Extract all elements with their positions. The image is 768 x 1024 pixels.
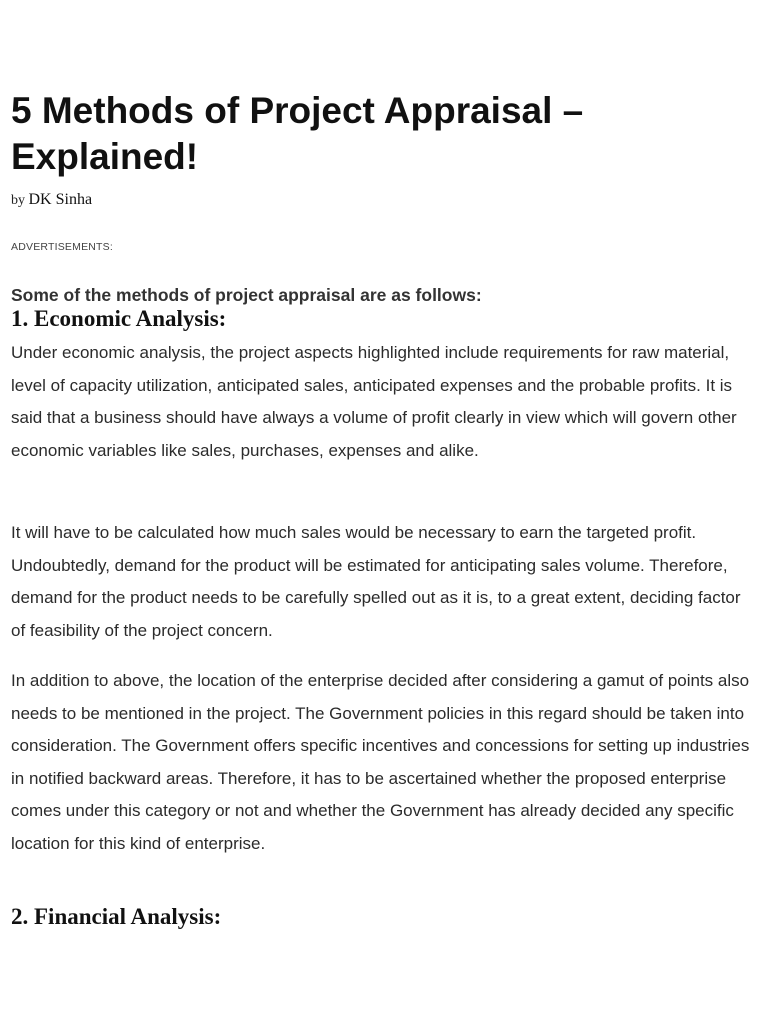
paragraph: It will have to be calculated how much sales would be necessary to earn the targeted profit. Undoubtedly, demand for the product will be estimated for anticipating sales volume. Therefore, demand for the product needs to be carefully spelled out as it is, to a great extent, deciding factor of feasibility of the project concern.	[11, 523, 741, 640]
byline-prefix: by	[11, 193, 25, 208]
advertisements-label: ADVERTISEMENTS:	[11, 241, 113, 253]
article-title: 5 Methods of Project Appraisal – Explained!	[11, 90, 584, 177]
paragraph: Under economic analysis, the project aspects highlighted include requirements for raw material, level of capacity utilization, anticipated sales, anticipated expenses and the probable profits. It is said that a business should have always a volume of profit clearly in view which will govern other economic variables like sales, purchases, expenses and alike.	[11, 343, 737, 460]
section-heading-financial-analysis: 2. Financial Analysis:	[11, 904, 222, 929]
author-link[interactable]: DK Sinha	[28, 191, 93, 208]
section-heading-economic-analysis: 1. Economic Analysis:	[11, 306, 227, 331]
paragraph: In addition to above, the location of the enterprise decided after considering a gamut of points also needs to be mentioned in the project. The Government policies in this regard should be taken into consideration. The Government offers specific incentives and concessions for setting up industries in notified backward areas. Therefore, it has to be ascertained whether the proposed enterprise comes under this category or not and whether the Government has already decided any specific location for this kind of enterprise.	[11, 671, 750, 853]
byline	[11, 190, 92, 211]
intro-text: Some of the methods of project appraisal are as follows:	[11, 285, 482, 305]
